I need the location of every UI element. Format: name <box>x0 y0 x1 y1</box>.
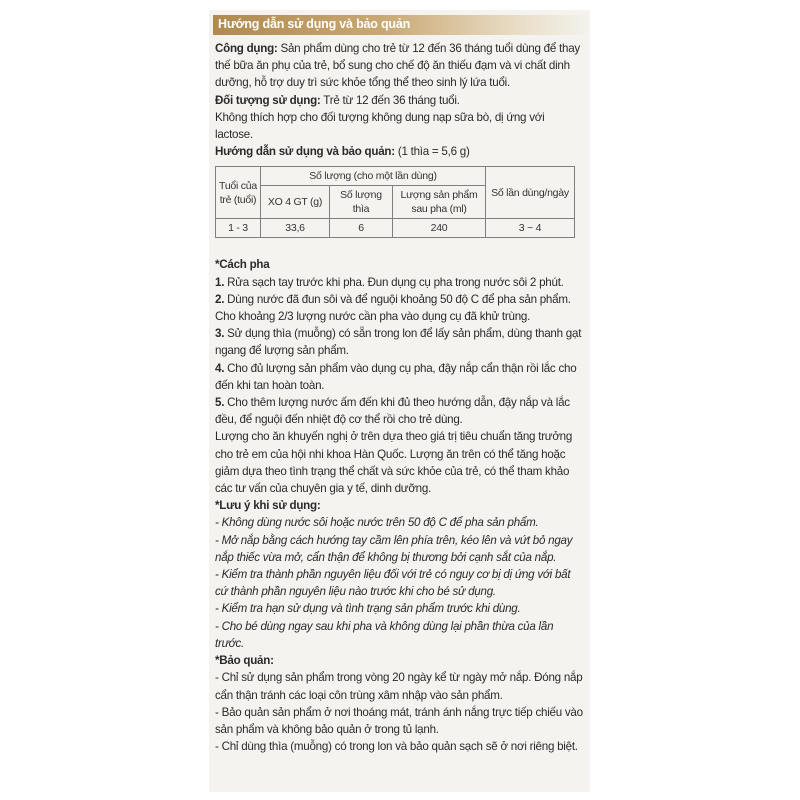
header-volume: Lượng sản phẩm sau pha (ml) <box>393 186 486 219</box>
cell-age: 1 - 3 <box>216 219 261 238</box>
not-suitable-text: Không thích hợp cho đối tượng không dung nạp sữa bò, dị ứng với lactose. <box>215 110 545 142</box>
step-item <box>215 325 585 359</box>
header-quantity-group: Số lượng (cho một lần dùng) <box>261 167 486 186</box>
step-item <box>215 291 585 325</box>
caution-item: - Cho bé dùng ngay sau khi pha và không dùng lại phần thừa của lần trước. <box>215 619 554 650</box>
dosage-table <box>215 166 575 238</box>
storage-item: - Bảo quản sản phẩm ở nơi thoáng mát, tránh ánh nắng trực tiếp chiếu vào sản phẩm và không bảo quản ở trong tủ lạnh. <box>215 705 583 736</box>
preparation-title: *Cách pha <box>215 258 270 272</box>
usage-label: Công dụng: <box>215 42 278 55</box>
cell-xo: 33,6 <box>261 219 330 238</box>
table-header-row <box>216 167 575 186</box>
target-text: Trẻ từ 12 đến 36 tháng tuổi. <box>320 93 460 107</box>
header-spoons: Số lượng thìa <box>330 186 393 219</box>
step-text: Rửa sạch tay trước khi pha. Đun dụng cụ pha trong nước sôi 2 phút. <box>224 275 564 289</box>
feeding-note: Lượng cho ăn khuyến nghị ở trên dựa theo giá trị tiêu chuẩn tăng trưởng cho trẻ em của hội nhi khoa Hàn Quốc. Lượng ăn trên có thể tăng hoặc giảm dựa theo tình trạng thể chất và sức khỏe của trẻ, có thể tham khảo các tư vấn của chuyên gia y tế, dinh dưỡng. <box>215 430 573 496</box>
storage-item: - Chỉ dùng thìa (muỗng) có trong lon và bảo quản sạch sẽ ở nơi riêng biệt. <box>215 740 578 754</box>
cell-times: 3 ~ 4 <box>486 219 575 238</box>
header-xo-grams: XO 4 GT (g) <box>261 186 330 219</box>
step-text: Cho thêm lượng nước ấm đến khi đủ theo hướng dẫn, đậy nắp và lắc đều, để nguội đến nhiệt độ cơ thể rồi cho trẻ dùng. <box>215 396 570 427</box>
step-text: Dùng nước đã đun sôi và để nguội khoảng 50 độ C để pha sản phẩm. Cho khoảng 2/3 lượng nước cần pha vào dụng cụ đã khử trùng. <box>215 292 571 324</box>
step-number: 1. <box>215 275 225 289</box>
table-row <box>216 219 575 238</box>
caution-item: - Không dùng nước sôi hoặc nước trên 50 độ C để pha sản phẩm. <box>215 516 539 530</box>
cell-spoons: 6 <box>330 219 393 238</box>
target-paragraph <box>215 92 585 109</box>
storage-title: *Bảo quản: <box>215 654 274 668</box>
step-text: Cho đủ lượng sản phẩm vào dụng cụ pha, đậy nắp cẩn thận rồi lắc cho đến khi tan hoàn toàn. <box>215 361 577 392</box>
storage-item: - Chỉ sử dụng sản phẩm trong vòng 20 ngày kể từ ngày mở nắp. Đóng nắp cẩn thận tránh các loại côn trùng xâm nhập vào sản phẩm. <box>215 671 583 702</box>
step-number: 4. <box>215 361 225 375</box>
step-number: 3. <box>215 327 225 341</box>
usage-text: Sản phẩm dùng cho trẻ từ 12 đến 36 tháng tuổi dùng để thay thế bữa ăn phụ của trẻ, bổ sung cho chế độ ăn thiếu đạm và vi chất dinh dưỡng, hỗ trợ duy trì sức khỏe tổng thể theo sinh lý lứa tuổi. <box>215 42 580 90</box>
caution-item: - Kiểm tra thành phần nguyên liệu đối với trẻ có nguy cơ bị dị ứng với bất cứ thành phần nguyên liệu nào trước khi cho bé sử dụng. <box>215 568 571 599</box>
spoon-note: (1 thìa = 5,6 g) <box>394 145 470 159</box>
caution-item: - Mở nắp bằng cách hướng tay cầm lên phía trên, kéo lên và vứt bỏ ngay nắp thiếc vừa mở, cẩn thận để không bị thương bởi cạnh sắt của nắp. <box>215 533 573 564</box>
instructions-paragraph <box>215 143 585 160</box>
section-title: Hướng dẫn sử dụng và bảo quản <box>218 17 411 31</box>
section-header-bar <box>213 15 590 35</box>
usage-paragraph <box>215 40 585 92</box>
target-label: Đối tượng sử dụng: <box>215 93 321 107</box>
step-item <box>215 360 585 394</box>
instruction-panel <box>209 10 590 792</box>
header-age: Tuổi của trẻ (tuổi) <box>216 167 261 219</box>
caution-item: - Kiểm tra hạn sử dụng và tình trạng sản phẩm trước khi dùng. <box>215 602 521 616</box>
caution-title: *Lưu ý khi sử dụng: <box>215 499 321 513</box>
instruction-content <box>215 40 585 755</box>
instructions-label: Hướng dẫn sử dụng và bảo quản: <box>215 145 395 159</box>
step-number: 2. <box>215 292 225 306</box>
step-item <box>215 394 585 428</box>
header-times-per-day: Số lần dùng/ngày <box>486 167 575 219</box>
step-text: Sử dụng thìa (muỗng) có sẵn trong lon để lấy sản phẩm, dùng thanh gạt ngang để lượng sản phẩm. <box>215 327 582 358</box>
step-item <box>215 274 585 291</box>
step-number: 5. <box>215 396 225 410</box>
cell-volume: 240 <box>393 219 486 238</box>
